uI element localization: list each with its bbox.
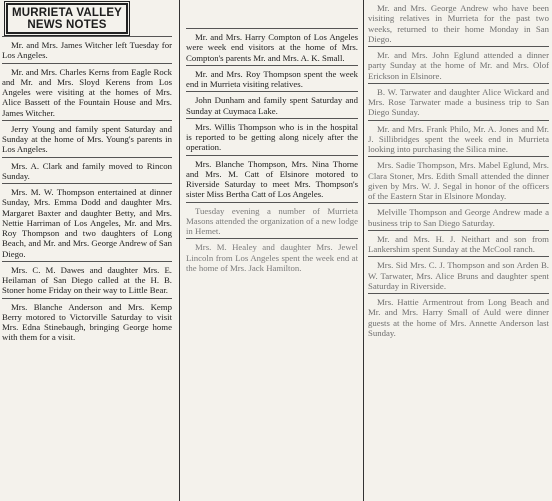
news-item: Mr. and Mrs. George Andrew who have been visiting relatives in Murrieta for the past two weeks, returned to their home Monday in San Diego. (368, 3, 549, 44)
news-item: B. W. Tarwater and daughter Alice Wickard and Mrs. Rose Tarwater made a business trip to San Diego Sunday. (368, 86, 549, 118)
news-item: Mrs. Blanche Thompson, Mrs. Nina Thorne and Mrs. M. Catt of Elsinore motored to Riverside Saturday to meet Mrs. Thompson's sister Miss Bertha Catt of Los Angeles. (186, 158, 358, 200)
divider (186, 118, 358, 119)
divider (368, 293, 549, 294)
column-1 (2, 0, 172, 501)
column-divider (363, 0, 364, 501)
divider (2, 183, 172, 184)
news-item: Mrs. Blanche Anderson and Mrs. Kemp Berry motored to Victorville Saturday to visit Mrs. Edna Stinebaugh, bringing George home with them for a visit. (2, 301, 172, 343)
header-line-2: NEWS NOTES (27, 19, 107, 31)
news-item: Mr. and Mrs. Frank Philo, Mr. A. Jones and Mr. J. Sillibridges spent the week end in Murrieta looking into purchasing the Silica mine. (368, 123, 549, 154)
divider (368, 256, 549, 257)
divider (2, 261, 172, 262)
divider (186, 155, 358, 156)
divider (368, 120, 549, 121)
divider (368, 203, 549, 204)
news-item: Mr. and Mrs. Harry Compton of Los Angeles were week end visitors at the home of Mrs. Compton's parents Mr. and Mrs. A. K. Small. (186, 32, 358, 63)
column-2 (186, 0, 358, 501)
news-item: Mr. and Mrs. John Eglund attended a dinner party Sunday at the home of Mr. and Mrs. Olof Erickson in Elsinore. (368, 50, 549, 81)
news-item: Mrs. C. M. Dawes and daughter Mrs. E. Heilaman of San Diego called at the H. B. Stoner home Friday on their way to Little Bear. (2, 264, 172, 296)
column-3 (368, 0, 549, 501)
news-item: Mrs. A. Clark and family moved to Rincon Sunday. (2, 160, 172, 181)
section-header (6, 3, 128, 34)
news-item: Mrs. M. W. Thompson entertained at dinner Sunday, Mrs. Emma Dodd and daughter Mrs. Margaret Baxter and daughter Betty, and Mrs. Nettie Harriman of Los Angeles, Mr. and Mrs. Roy Thompson and two daughters of Long Beach, and Mr. and Mrs. George Andrew of San Diego. (2, 187, 172, 259)
divider (186, 202, 358, 203)
divider (2, 298, 172, 299)
news-item: Mrs. Willis Thompson who is in the hospital is reported to be getting along nicely after the operation. (186, 121, 358, 153)
divider (2, 120, 172, 121)
news-item: Jerry Young and family spent Saturday and Sunday at the home of Mrs. Young's parents in Los Angeles. (2, 123, 172, 155)
news-item: Mrs. Hattie Armentrout from Long Beach and Mr. and Mrs. Harry Small of Auld were dinner guests at the home of Mrs. Annette Anderson last Sunday. (368, 297, 549, 338)
column-top-spacer (186, 0, 358, 26)
divider (368, 83, 549, 84)
news-item: Mrs. M. Healey and daughter Mrs. Jewel Lincoln from Los Angeles spent the week end at the home of Mrs. Jack Hamilton. (186, 242, 358, 273)
column-divider (179, 0, 180, 501)
divider (2, 157, 172, 158)
divider (186, 91, 358, 92)
news-item: Mr. and Mrs. Roy Thompson spent the week end in Murrieta visiting relatives. (186, 68, 358, 89)
divider (186, 28, 358, 29)
divider (2, 63, 172, 64)
news-item: Mr. and Mrs. H. J. Neithart and son from Lankershim spent Sunday at the McCool ranch. (368, 233, 549, 254)
news-item: Tuesday evening a number of Murrieta Masons attended the organization of a new lodge in Hemet. (186, 205, 358, 236)
divider (368, 230, 549, 231)
news-item: Mr. and Mrs. Charles Kerns from Eagle Rock and Mr. and Mrs. Sloyd Kerens from Los Angeles were visiting at the homes of Mrs. Alice Bassett of the Fountain House and Mrs. James Witcher. (2, 66, 172, 118)
divider (368, 46, 549, 47)
news-item: Mr. and Mrs. James Witcher left Tuesday for Los Angeles. (2, 40, 172, 61)
header-line-1: MURRIETA VALLEY (11, 7, 123, 19)
news-item: John Dunham and family spent Saturday and Sunday at Cuymaca Lake. (186, 95, 358, 116)
divider (368, 156, 549, 157)
news-item: Mrs. Sadie Thompson, Mrs. Mabel Eglund, Mrs. Clara Stoner, Mrs. Edith Small attended the dinner given by Mrs. W. J. Segal in honor of the officers of the Eastern Star in Elsinore Monday. (368, 160, 549, 201)
divider (186, 65, 358, 66)
divider (186, 238, 358, 239)
news-item: Mrs. Sid Mrs. C. J. Thompson and son Arden B. W. Tarwater, Mrs. Alice Bruns and daughter spent Saturday in Riverside. (368, 260, 549, 291)
news-item: Melville Thompson and George Andrew made a business trip to San Diego Saturday. (368, 207, 549, 228)
divider (2, 36, 172, 37)
